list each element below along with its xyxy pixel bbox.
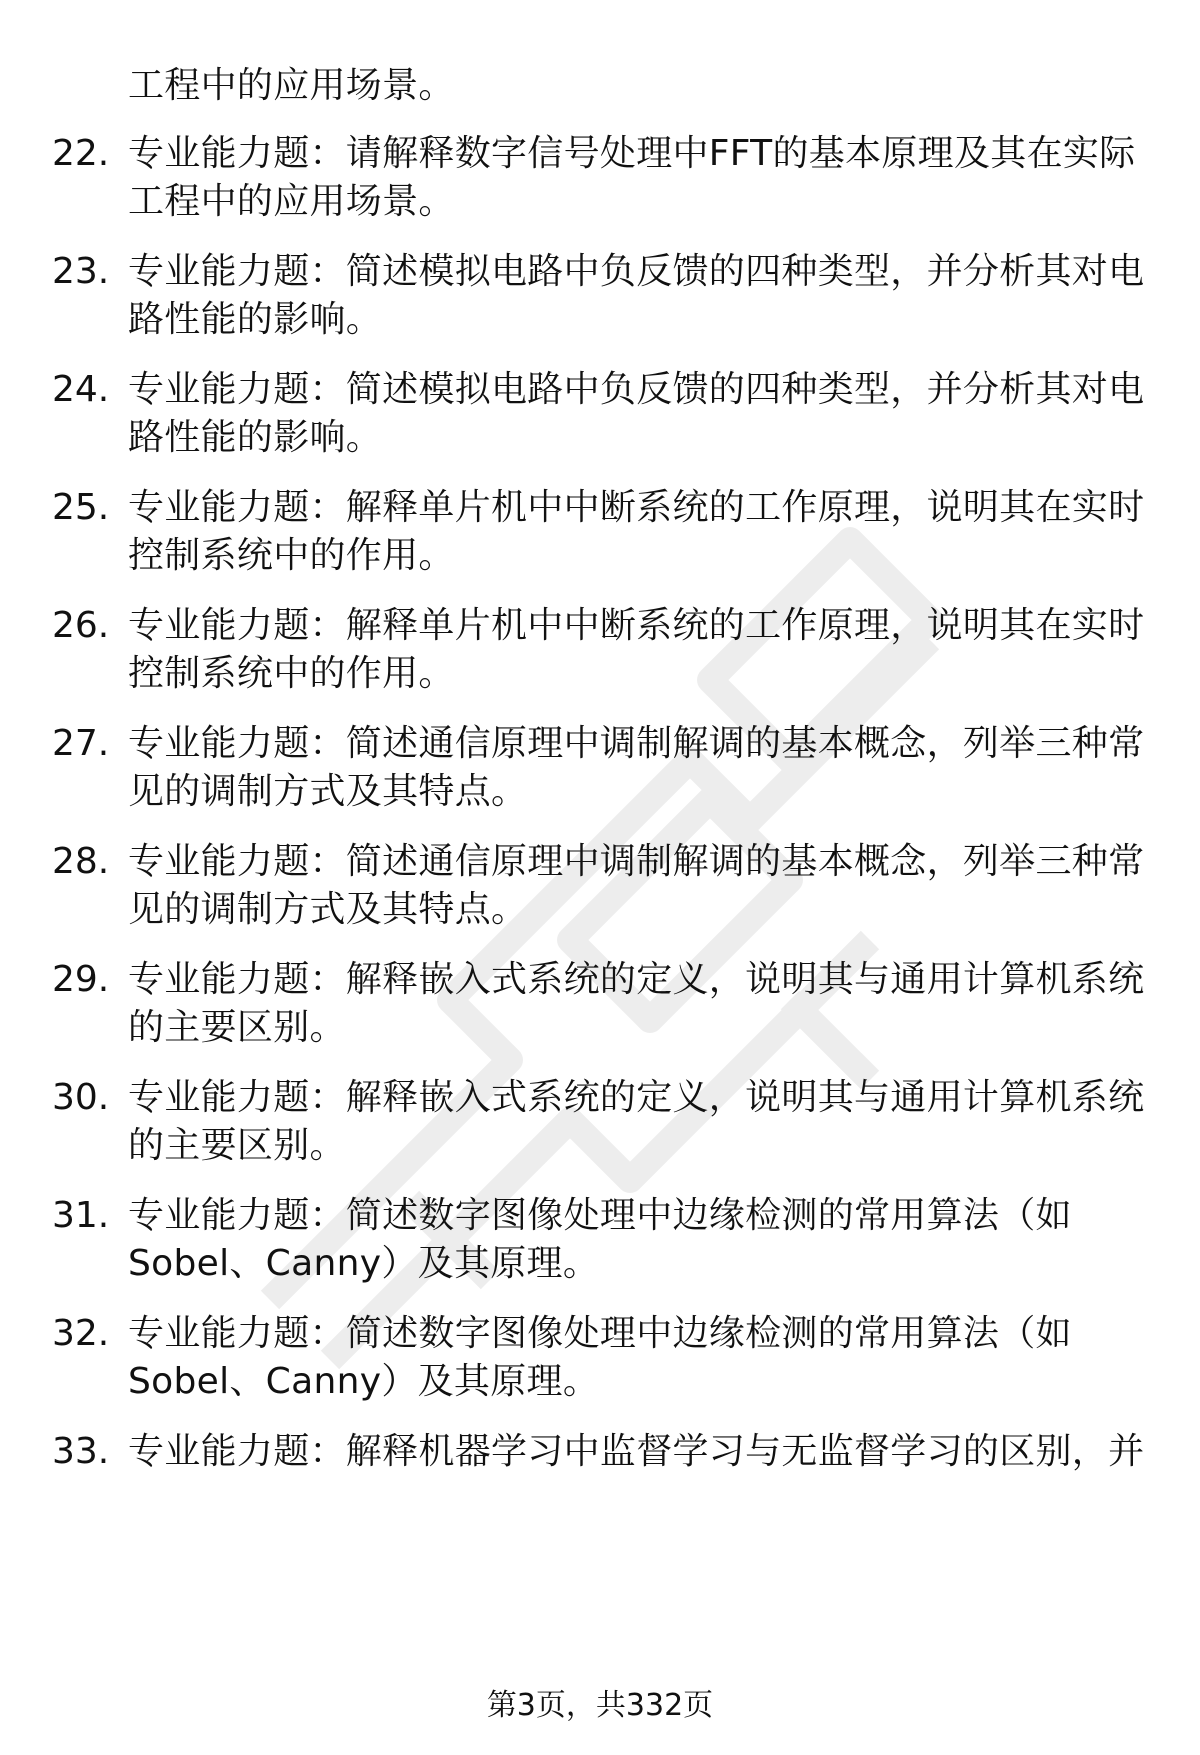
question-number: 33. [52, 1431, 110, 1472]
question-number: 27. [52, 723, 110, 764]
question-text-line-2: Sobel、Canny）及其原理。 [128, 1361, 600, 1402]
question-text-line-1: 专业能力题：简述数字图像处理中边缘检测的常用算法（如 [128, 1313, 1072, 1354]
question-text-line-2: Sobel、Canny）及其原理。 [128, 1243, 600, 1284]
question-text-line-2: 见的调制方式及其特点。 [128, 771, 528, 812]
question-text-line-1: 专业能力题：解释单片机中中断系统的工作原理，说明其在实时 [128, 605, 1145, 646]
question-number: 25. [52, 487, 110, 528]
question-text-line-1: 专业能力题：简述数字图像处理中边缘检测的常用算法（如 [128, 1195, 1072, 1236]
question-text-line-2: 见的调制方式及其特点。 [128, 889, 528, 930]
question-text-line-2: 控制系统中的作用。 [128, 535, 455, 576]
question-text-line-1: 专业能力题：简述通信原理中调制解调的基本概念，列举三种常 [128, 841, 1145, 882]
question-text-line-2: 控制系统中的作用。 [128, 653, 455, 694]
question-text-line-1: 专业能力题：简述模拟电路中负反馈的四种类型，并分析其对电 [128, 369, 1145, 410]
page-footer: 第3页，共332页 [486, 1688, 714, 1723]
question-text-line-2: 的主要区别。 [128, 1007, 346, 1048]
question-number: 28. [52, 841, 110, 882]
question-number: 24. [52, 369, 110, 410]
question-text-line-1: 专业能力题：解释单片机中中断系统的工作原理，说明其在实时 [128, 487, 1145, 528]
question-number: 26. [52, 605, 110, 646]
continuation-text: 工程中的应用场景。 [128, 65, 455, 106]
question-text-line-1: 专业能力题：解释嵌入式系统的定义，说明其与通用计算机系统 [128, 959, 1145, 1000]
question-text-line-2: 工程中的应用场景。 [128, 181, 455, 222]
question-number: 29. [52, 959, 110, 1000]
question-number: 22. [52, 133, 110, 174]
question-text-line-2: 路性能的影响。 [128, 299, 383, 340]
question-text-line-1: 专业能力题：解释嵌入式系统的定义，说明其与通用计算机系统 [128, 1077, 1145, 1118]
question-text-line-2: 的主要区别。 [128, 1125, 346, 1166]
question-number: 32. [52, 1313, 110, 1354]
question-number: 31. [52, 1195, 110, 1236]
question-text-line-1: 专业能力题：简述模拟电路中负反馈的四种类型，并分析其对电 [128, 251, 1145, 292]
question-number: 30. [52, 1077, 110, 1118]
question-text-line-1: 专业能力题：简述通信原理中调制解调的基本概念，列举三种常 [128, 723, 1145, 764]
question-text-line-2: 路性能的影响。 [128, 417, 383, 458]
question-number: 23. [52, 251, 110, 292]
question-text-line-1: 专业能力题：请解释数字信号处理中FFT的基本原理及其在实际 [128, 133, 1136, 174]
question-text-line-1: 专业能力题：解释机器学习中监督学习与无监督学习的区别，并 [128, 1431, 1145, 1472]
